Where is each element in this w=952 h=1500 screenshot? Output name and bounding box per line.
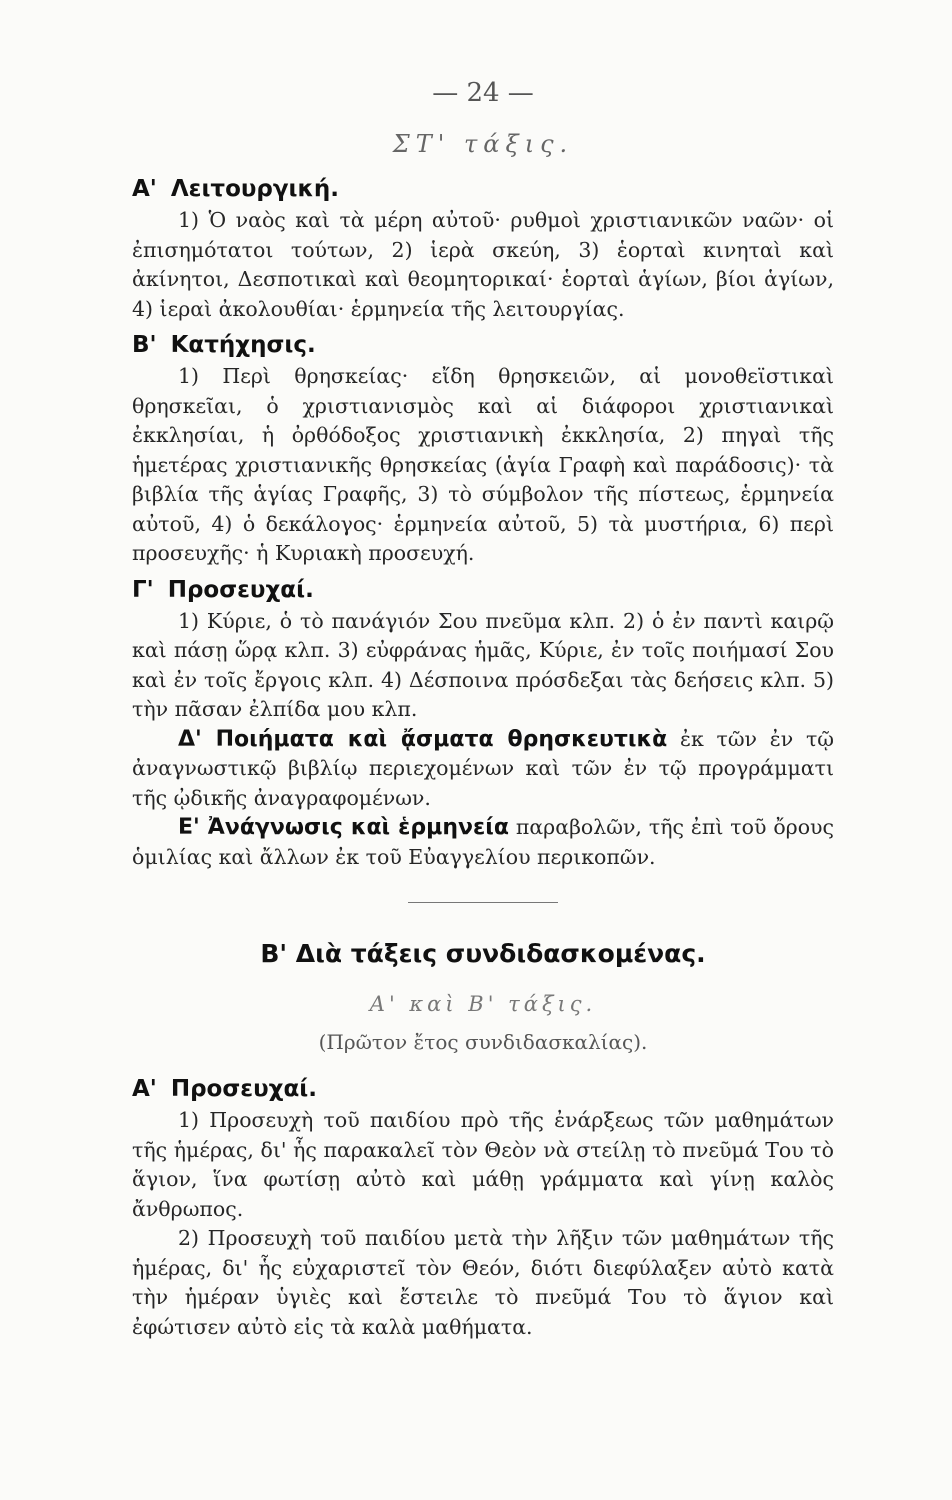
part-note: (Πρῶτον ἔτος συνδιδασκαλίας). (318, 1030, 648, 1054)
divider (408, 902, 558, 903)
section-letter: Α' (132, 176, 157, 202)
section-religious-poems (132, 725, 834, 814)
paragraph: 1) Προσευχὴ τοῦ παιδίου πρὸ τῆς ἐνάρξεως τῶν μαθημάτων τῆς ἡμέρας, δι' ἧς παρακαλεῖ τὸν Θεὸν νὰ στείλῃ τὸ πνεῦμά Του τὸ ἅγιον, ἵνα φωτίσῃ αὐτὸ καὶ μάθῃ γράμματα καὶ γίνῃ καλὸς ἄνθρωπος. (132, 1108, 834, 1221)
class-title: ΣΤ' τάξις. (392, 130, 574, 158)
section-title: Προσευχαί. (170, 1076, 317, 1102)
section-prayers-part-two (132, 1076, 834, 1342)
inline-heading: Δ' Ποιήματα καὶ ᾄσματα θρησκευτικὰ (178, 726, 668, 752)
paragraph: 2) Προσευχὴ τοῦ παιδίου μετὰ τὴν λῆξιν τῶν μαθημάτων τῆς ἡμέρας, δι' ἧς εὐχαριστεῖ τὸν Θεόν, διότι διεφύλαξεν αὐτὸ κατὰ τὴν ἡμέραν ὑγιὲς καὶ ἔστειλε τὸ πνεῦμά Του τὸ ἅγιον καὶ ἐφώτισεν αὐτὸ εἰς τὰ καλὰ μαθήματα. (132, 1226, 834, 1339)
section-catechism (132, 332, 834, 569)
page-number: — 24 — (432, 78, 534, 108)
inline-text: παραβολῶν, τῆς ἐπὶ τοῦ ὄρους ὁμιλίας καὶ ἄλλων ἐκ τοῦ Εὐαγγελίου περικοπῶν. (132, 815, 834, 869)
paragraph: 1) Περὶ θρησκείας· εἴδη θρησκειῶν, αἱ μονοθεϊστικαὶ θρησκεῖαι, ὁ χριστιανισμὸς καὶ αἱ διάφοροι χριστιανικαὶ ἐκκλησίαι, ἡ ὀρθόδοξος χριστιανικὴ ἐκκλησία, 2) πηγαὶ τῆς ἡμετέρας χριστιανικῆς θρησκείας (ἁγία Γραφὴ καὶ παράδοσις)· τὰ βιβλία τῆς ἁγίας Γραφῆς, 3) τὸ σύμβολον τῆς πίστεως, ἑρμηνεία αὐτοῦ, 4) ὁ δεκάλογος· ἑρμηνεία αὐτοῦ, 5) τὰ μυστήρια, 6) περὶ προσευχῆς· ἡ Κυριακὴ προσευχή. (132, 364, 834, 565)
part-title: Β' Διὰ τάξεις συνδιδασκομένας. (260, 939, 706, 968)
paragraph: 1) Κύριε, ὁ τὸ πανάγιόν Σου πνεῦμα κλπ. 2) ὁ ἐν παντὶ καιρῷ καὶ πάσῃ ὥρᾳ κλπ. 3) εὐφράνας ἡμᾶς, Κύριε, ἐν τοῖς ποιήμασί Σου καὶ ἐν τοῖς ἔργοις κλπ. 4) Δέσποινα πρόσδεξαι τὰς δεήσεις κλπ. 5) τὴν πᾶσαν ἐλπίδα μου κλπ. (132, 608, 834, 721)
section-letter: Α' (132, 1076, 157, 1102)
section-prayers (132, 577, 834, 725)
section-liturgy (132, 176, 834, 324)
inline-text: ἐκ τῶν ἐν τῷ ἀναγνωστικῷ βιβλίῳ περιεχομένων καὶ τῶν ἐν τῷ προγράμματι τῆς ᾠδικῆς ἀναγραφομένων. (132, 726, 834, 810)
section-heading (132, 1076, 834, 1102)
section-heading (132, 176, 834, 202)
section-letter: Γ' (132, 576, 154, 603)
section-title: Λειτουργική. (170, 176, 339, 202)
inline-heading: Ε' Ἀνάγνωσις καὶ ἑρμηνεία (178, 815, 509, 840)
section-reading-interpretation (132, 813, 834, 872)
section-title: Κατήχησις. (170, 332, 316, 358)
section-title: Προσευχαί. (167, 576, 314, 603)
part-subtitle: Α' καὶ Β' τάξις. (369, 992, 597, 1016)
section-heading (132, 577, 834, 603)
section-letter: Β' (132, 332, 157, 358)
paragraph: 1) Ὁ ναὸς καὶ τὰ μέρη αὐτοῦ· ρυθμοὶ χριστιανικῶν ναῶν· οἱ ἐπισημότατοι τούτων, 2) ἱερὰ σκεύη, 3) ἑορταὶ κινηταὶ καὶ ἀκίνητοι, Δεσποτικαὶ καὶ θεομητορικαί· ἑορταὶ ἁγίων, βίοι ἁγίων, 4) ἱεραὶ ἀκολουθίαι· ἑρμηνεία τῆς λειτουργίας. (132, 208, 834, 321)
section-heading (132, 332, 834, 358)
